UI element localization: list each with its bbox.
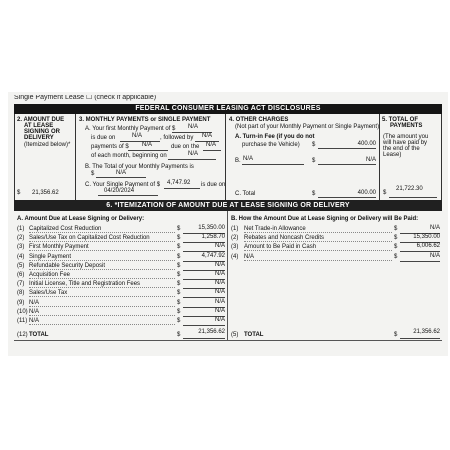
box5-title-2: PAYMENTS [390, 123, 423, 129]
box3-due-on: N/A [132, 133, 143, 139]
section-b-row-dollar: $ [394, 253, 398, 260]
section-a-row-number: (3) [17, 244, 25, 251]
section-a-row-value: 4,747.92 [201, 252, 225, 259]
box4-total-label: C. Total [235, 191, 256, 197]
section-a-row-number: (1) [17, 226, 25, 232]
box3-payments-of: N/A [142, 142, 153, 148]
section-a-row-label: Refundable Security Deposit [29, 262, 106, 269]
box3-title: 3. MONTHLY PAYMENTS or SINGLE PAYMENT [79, 117, 211, 123]
section-b-row-label: N/A [244, 253, 255, 260]
section-a-total-dollar: $ [177, 332, 181, 338]
box3-beginning-on: N/A [188, 151, 199, 157]
box2-note: (Itemized below)* [24, 142, 71, 148]
section-a-row-leader [29, 232, 175, 233]
section-a-row-dollar: $ [177, 318, 181, 324]
section-a-row-number: (2) [17, 235, 25, 242]
section-a-total-label: TOTAL [29, 332, 49, 338]
section-b-title: B. How the Amount Due at Lease Signing or Delivery will Be Paid: [231, 216, 419, 222]
box3-a-line2b: , followed by [160, 135, 194, 141]
section-a-row-value: N/A [214, 298, 225, 305]
box5-amount: 21,722.30 [396, 186, 423, 192]
box3-followed-by: N/A [202, 133, 213, 139]
section-a-row-label: Acquisition Fee [29, 272, 71, 278]
section-b-row-value: N/A [429, 252, 440, 259]
section-a-row-number: (8) [17, 290, 25, 297]
section-b-row-leader [244, 250, 392, 251]
box4-c-dollar: $ [312, 191, 316, 197]
section-b-row-label: Rebates and Noncash Credits [244, 235, 325, 242]
section-b-row-number: (3) [231, 244, 239, 251]
box4-b-dollar: $ [312, 158, 316, 164]
box4-total-value: 400.00 [357, 190, 376, 196]
section-a-row-dollar: $ [177, 244, 181, 251]
section-b-row-leader [244, 241, 392, 242]
section-a-row-value: N/A [214, 307, 225, 314]
section-b-total-label: TOTAL [244, 332, 264, 338]
box2-title-4: DELIVERY [24, 135, 54, 141]
section-b-row-number: (1) [231, 226, 239, 232]
box5-note-1: (The amount you [383, 134, 429, 140]
box3-a-line3a: payments of $ [91, 144, 129, 150]
box-amount-due [14, 114, 76, 200]
box3-first-payment: N/A [188, 124, 199, 130]
section-a-row-leader [29, 260, 175, 261]
section-a-row-label: Single Payment [29, 253, 72, 260]
box4-subtitle: (Not part of your Monthly Payment or Single Payment) [235, 124, 380, 130]
section-a-row-label: N/A [29, 318, 40, 324]
section-a-row-value: 1,258.70 [201, 234, 225, 241]
box-other-charges [226, 114, 380, 200]
section-a-row-leader [29, 250, 175, 251]
section-a-row-number: (4) [17, 253, 25, 260]
section-a-row-value: 15,350.00 [198, 225, 225, 231]
box3-single-payment: 4,747.92 [167, 180, 191, 186]
section-a-row-number: (11) [17, 318, 28, 324]
section-a-row-value: N/A [214, 271, 225, 277]
disclosures-title-band: FEDERAL CONSUMER LEASING ACT DISCLOSURES [14, 104, 442, 114]
box4-a-line1: A. Turn-in Fee (if you do not [235, 134, 315, 140]
section-a-row-label: N/A [29, 308, 40, 315]
section-b-total-dollar: $ [394, 332, 398, 338]
box2-amount: 21,356.62 [32, 190, 59, 196]
section-a-row-leader [29, 287, 175, 288]
section-b-row-label: Amount to Be Paid in Cash [244, 244, 317, 251]
section-a-row-number: (7) [17, 281, 25, 288]
section-a-row-value: N/A [214, 243, 225, 250]
section-a-row-leader [29, 315, 175, 316]
section-a-row-label: Sales/Use Tax [29, 290, 68, 297]
box-total-of-payments [380, 114, 442, 200]
box3-c-line1b: is due on [201, 182, 226, 188]
section-a-row-label: Initial License, Title and Registration Fees [29, 281, 141, 288]
section-b-total-value: 21,356.62 [413, 329, 440, 335]
box4-b-label: B. [235, 158, 241, 164]
box3-single-payment-date: 04/20/2024 [104, 188, 135, 194]
section-b-total-num: (5) [231, 332, 239, 338]
section-a-row-value: N/A [214, 261, 225, 268]
section-a-row-value: N/A [214, 289, 225, 296]
section-b-row-number: (2) [231, 235, 239, 242]
box5-note-3: the end of the [383, 146, 420, 152]
box-monthly-payments [76, 114, 226, 200]
section-a-row-dollar: $ [177, 299, 181, 306]
section-a-row-leader [29, 278, 175, 279]
section-a-row-number: (10) [17, 308, 28, 315]
section-a-total-value: 21,356.62 [198, 329, 225, 335]
section-b-row-dollar: $ [394, 235, 398, 242]
box3-a-line4: of each month, beginning on [91, 153, 167, 159]
box3-b-dollar: $ [91, 171, 95, 177]
section-a-row-leader [29, 306, 175, 307]
box3-c-line1a: C. Your Single Payment of $ [85, 182, 161, 188]
section-a-total-num: (12) [17, 332, 28, 338]
box4-a-dollar: $ [312, 142, 316, 148]
box2-title-3: SIGNING OR [24, 129, 61, 135]
box4-a-line2: purchase the Vehicle) [242, 142, 300, 148]
box5-note-2: will have paid by [383, 140, 428, 146]
section-a-row-label: First Monthly Payment [29, 244, 89, 251]
box5-dollar: $ [383, 190, 387, 196]
section-b-row-dollar: $ [394, 244, 398, 251]
section-a-row-label: N/A [29, 299, 40, 306]
clipped-header-text: Single Payment Lease ☐ (check if applicable) [14, 95, 157, 101]
box3-due-day: N/A [206, 142, 217, 148]
section-b-row-leader [244, 260, 392, 261]
box5-note-4: Lease) [383, 152, 402, 158]
section-a-row-leader [29, 269, 175, 270]
section-a-title: A. Amount Due at Lease Signing or Delivery: [17, 216, 145, 222]
section-a-row-dollar: $ [177, 308, 181, 315]
section-a-row-number: (5) [17, 262, 25, 269]
section-b-row-value: N/A [429, 225, 440, 231]
section-a-row-dollar: $ [177, 226, 181, 232]
box3-a-line1: A. Your first Monthly Payment of $ [85, 126, 176, 132]
box3-a-line2a: is due on [91, 135, 116, 141]
section-a-row-number: (6) [17, 272, 25, 278]
section-b-row-leader [244, 232, 392, 233]
section-amount-due [14, 211, 227, 341]
section-b-row-value: 6,006.62 [416, 243, 440, 250]
box3-total-monthly: N/A [116, 170, 127, 176]
section-a-row-dollar: $ [177, 235, 181, 242]
box4-b-desc: N/A [243, 156, 254, 162]
box4-b-value: N/A [365, 157, 376, 163]
itemization-title-band: 6. *ITEMIZATION OF AMOUNT DUE AT LEASE SIGNING OR DELIVERY [14, 200, 442, 211]
section-a-row-value: N/A [214, 280, 225, 287]
section-b-row-number: (4) [231, 253, 239, 260]
box5-title-1: 5. TOTAL OF [382, 117, 419, 123]
bottom-rule [14, 340, 442, 341]
section-a-row-number: (9) [17, 299, 25, 306]
section-b-row-value: 15,350.00 [413, 234, 440, 241]
box3-b-line1: B. The Total of your Monthly Payments is [85, 164, 194, 170]
section-a-row-dollar: $ [177, 253, 181, 260]
section-a-row-leader [29, 241, 175, 242]
section-how-paid [228, 211, 442, 341]
section-b-row-label: Net Trade-in Allowance [244, 226, 306, 232]
box2-dollar: $ [17, 190, 21, 196]
box3-a-line3b: due on the [171, 144, 200, 150]
box2-title-1: 2. AMOUNT DUE [17, 117, 65, 123]
section-a-row-dollar: $ [177, 290, 181, 297]
section-a-row-leader [29, 296, 175, 297]
section-a-row-dollar: $ [177, 281, 181, 288]
section-a-row-label: Capitalized Cost Reduction [29, 226, 102, 232]
section-b-row-dollar: $ [394, 226, 398, 232]
section-a-row-dollar: $ [177, 272, 181, 278]
section-a-row-label: Sales/Use Tax on Capitalized Cost Reduction [29, 235, 150, 242]
section-a-row-leader [29, 324, 175, 325]
section-a-row-dollar: $ [177, 262, 181, 269]
box4-turn-in-fee: 400.00 [357, 141, 376, 147]
box4-title: 4. OTHER CHARGES [229, 117, 289, 123]
section-a-row-value: N/A [214, 317, 225, 323]
box2-title-2: AT LEASE [24, 123, 54, 129]
